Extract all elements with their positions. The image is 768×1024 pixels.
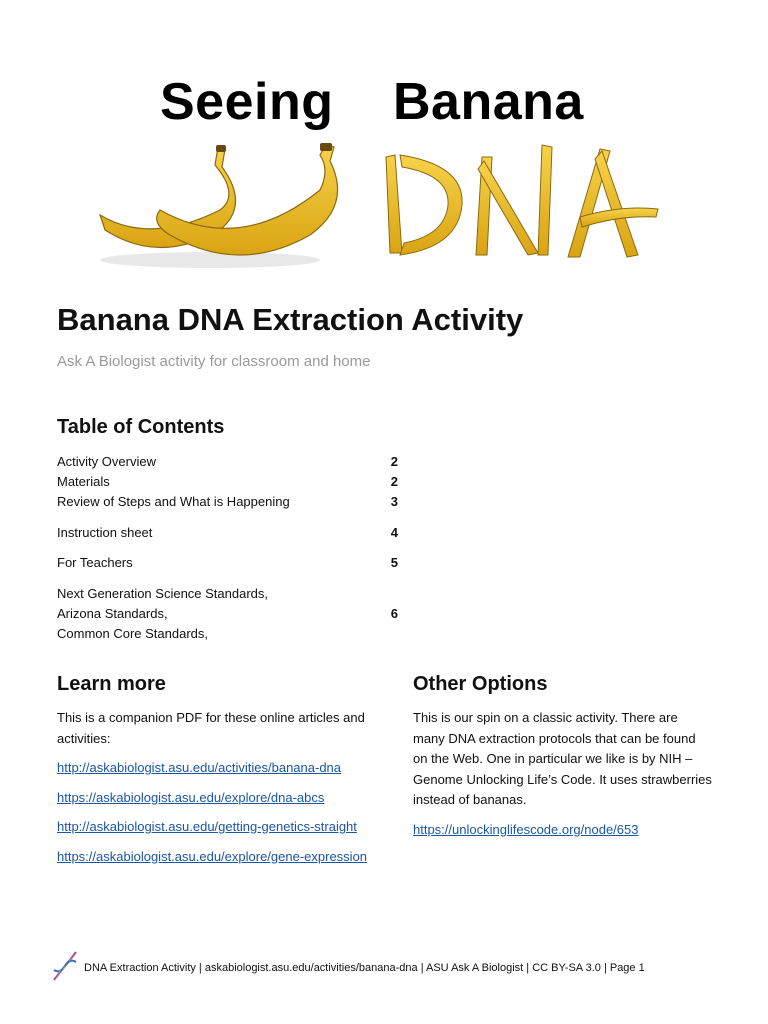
toc-item-page: 2 <box>390 454 398 469</box>
learn-more-text: This is a companion PDF for these online articles and activities: <box>57 710 365 746</box>
toc-item-label: Instruction sheet <box>57 525 153 540</box>
table-of-contents <box>57 452 402 644</box>
link-banana-dna[interactable]: http://askabiologist.asu.edu/activities/banana-dna <box>57 760 342 775</box>
link-getting-genetics-straight[interactable]: http://askabiologist.asu.edu/getting-genetics-straight <box>57 819 357 834</box>
banana-dna-letters-image <box>386 145 658 257</box>
toc-item-label: Activity Overview <box>57 454 156 469</box>
toc-item-label: Materials <box>57 474 110 489</box>
toc-item[interactable] <box>57 452 402 472</box>
toc-item-page: 4 <box>390 525 398 540</box>
link-unlocking-lifes-code[interactable]: https://unlockinglifescode.org/node/653 <box>413 821 639 837</box>
banana-illustration <box>90 135 670 275</box>
other-options-text: This is our spin on a classic activity. There are many DNA extraction protocols that can be found on the Web. One in particular we like is by NIH – Genome Unlocking Life’s Code. It uses strawberries instead of bananas. <box>413 710 712 807</box>
hero-word-seeing: Seeing <box>160 73 334 131</box>
toc-item-page: 6 <box>390 606 398 621</box>
toc-item-label: Arizona Standards, <box>57 606 168 621</box>
toc-item-label: Common Core Standards, <box>57 626 209 641</box>
dna-helix-icon <box>50 950 80 982</box>
toc-item[interactable] <box>57 523 402 543</box>
banana-bunch-image <box>100 143 338 268</box>
toc-item-label: For Teachers <box>57 555 133 570</box>
link-gene-expression[interactable]: https://askabiologist.asu.edu/explore/gene-expression <box>57 848 368 864</box>
toc-item-label: Next Generation Science Standards, <box>57 586 269 601</box>
hero-word-banana: Banana <box>393 73 584 131</box>
page-title: Banana DNA Extraction Activity <box>57 302 524 337</box>
link-dna-abcs[interactable]: https://askabiologist.asu.edu/explore/dna-abcs <box>57 789 325 805</box>
toc-item-label: Review of Steps and What is Happening <box>57 494 290 509</box>
learn-more-heading: Learn more <box>57 673 166 695</box>
footer-text: DNA Extraction Activity | askabiologist.asu.edu/activities/banana-dna | ASU Ask A Biologist | CC BY-SA 3.0 | Page 1 <box>84 962 645 974</box>
toc-heading: Table of Contents <box>57 416 225 438</box>
toc-item-standards[interactable] <box>57 584 402 644</box>
other-options-section <box>413 708 713 840</box>
page-footer <box>50 948 730 988</box>
toc-item-page: 2 <box>390 474 398 489</box>
page-subtitle: Ask A Biologist activity for classroom and home <box>57 353 371 370</box>
toc-item[interactable] <box>57 472 402 492</box>
toc-item[interactable] <box>57 553 402 573</box>
toc-item-page: 3 <box>390 494 398 509</box>
toc-item-page: 5 <box>390 555 398 570</box>
learn-more-section <box>57 708 377 867</box>
other-options-heading: Other Options <box>413 673 548 695</box>
toc-item[interactable] <box>57 492 402 512</box>
